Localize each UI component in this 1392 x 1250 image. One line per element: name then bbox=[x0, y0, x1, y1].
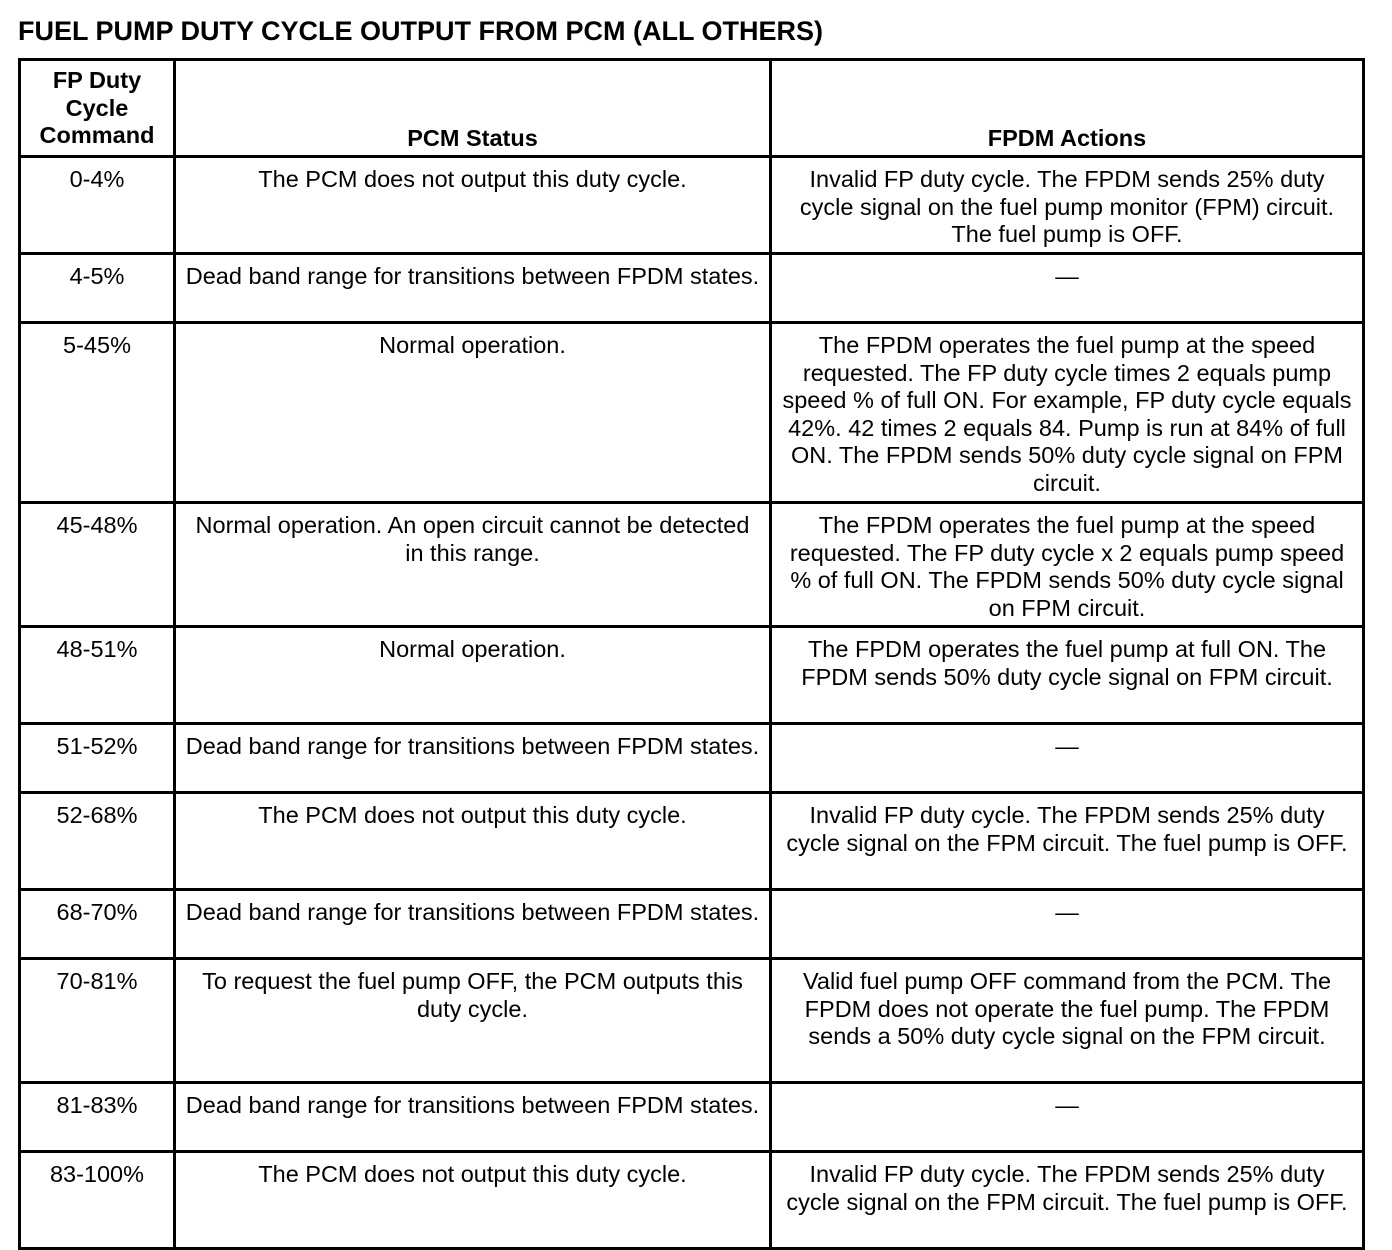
table-row bbox=[20, 793, 1364, 890]
cell-fpdm-actions: The FPDM operates the fuel pump at the speed requested. The FP duty cycle x 2 equals pump speed % of full ON. The FPDM sends 50% duty cycle signal on FPM circuit. bbox=[771, 503, 1364, 627]
cell-fpdm-actions: Invalid FP duty cycle. The FPDM sends 25% duty cycle signal on the FPM circuit. The fuel pump is OFF. bbox=[771, 793, 1364, 890]
table-row bbox=[20, 890, 1364, 959]
duty-cycle-table bbox=[18, 58, 1365, 1250]
cell-pcm-status: The PCM does not output this duty cycle. bbox=[175, 1152, 771, 1249]
cell-pcm-status: Normal operation. bbox=[175, 323, 771, 503]
header-fpdm-actions: FPDM Actions bbox=[771, 60, 1364, 157]
table-header-row bbox=[20, 60, 1364, 157]
header-fp-duty-cycle-command: FP Duty Cycle Command bbox=[20, 60, 175, 157]
cell-pcm-status: To request the fuel pump OFF, the PCM outputs this duty cycle. bbox=[175, 959, 771, 1083]
page-title: FUEL PUMP DUTY CYCLE OUTPUT FROM PCM (ALL OTHERS) bbox=[18, 16, 824, 46]
cell-fpdm-actions: The FPDM operates the fuel pump at the speed requested. The FP duty cycle times 2 equals pump speed % of full ON. For example, FP duty cycle equals 42%. 42 times 2 equals 84. Pump is run at 84% of full ON. The FPDM sends 50% duty cycle signal on FPM circuit. bbox=[771, 323, 1364, 503]
cell-command: 81-83% bbox=[20, 1083, 175, 1152]
table-row bbox=[20, 724, 1364, 793]
cell-pcm-status: Dead band range for transitions between FPDM states. bbox=[175, 1083, 771, 1152]
cell-command: 68-70% bbox=[20, 890, 175, 959]
table-row bbox=[20, 1083, 1364, 1152]
cell-pcm-status: Normal operation. An open circuit cannot be detected in this range. bbox=[175, 503, 771, 627]
cell-command: 0-4% bbox=[20, 157, 175, 254]
cell-command: 83-100% bbox=[20, 1152, 175, 1249]
cell-command: 70-81% bbox=[20, 959, 175, 1083]
table-row bbox=[20, 1152, 1364, 1249]
cell-fpdm-actions: Invalid FP duty cycle. The FPDM sends 25% duty cycle signal on the fuel pump monitor (FPM) circuit. The fuel pump is OFF. bbox=[771, 157, 1364, 254]
cell-fpdm-actions: — bbox=[771, 254, 1364, 323]
cell-command: 5-45% bbox=[20, 323, 175, 503]
cell-fpdm-actions: Valid fuel pump OFF command from the PCM. The FPDM does not operate the fuel pump. The FPDM sends a 50% duty cycle signal on the FPM circuit. bbox=[771, 959, 1364, 1083]
table-row bbox=[20, 503, 1364, 627]
cell-fpdm-actions: — bbox=[771, 1083, 1364, 1152]
header-pcm-status: PCM Status bbox=[175, 60, 771, 157]
cell-pcm-status: Dead band range for transitions between FPDM states. bbox=[175, 724, 771, 793]
table-row bbox=[20, 254, 1364, 323]
cell-pcm-status: Dead band range for transitions between FPDM states. bbox=[175, 254, 771, 323]
cell-command: 45-48% bbox=[20, 503, 175, 627]
table-row bbox=[20, 323, 1364, 503]
cell-command: 4-5% bbox=[20, 254, 175, 323]
cell-pcm-status: The PCM does not output this duty cycle. bbox=[175, 793, 771, 890]
cell-pcm-status: Normal operation. bbox=[175, 627, 771, 724]
cell-fpdm-actions: — bbox=[771, 724, 1364, 793]
cell-command: 52-68% bbox=[20, 793, 175, 890]
cell-fpdm-actions: — bbox=[771, 890, 1364, 959]
table-row bbox=[20, 157, 1364, 254]
cell-fpdm-actions: Invalid FP duty cycle. The FPDM sends 25% duty cycle signal on the FPM circuit. The fuel pump is OFF. bbox=[771, 1152, 1364, 1249]
table-row bbox=[20, 959, 1364, 1083]
cell-command: 48-51% bbox=[20, 627, 175, 724]
cell-pcm-status: Dead band range for transitions between FPDM states. bbox=[175, 890, 771, 959]
cell-fpdm-actions: The FPDM operates the fuel pump at full ON. The FPDM sends 50% duty cycle signal on FPM circuit. bbox=[771, 627, 1364, 724]
table-row bbox=[20, 627, 1364, 724]
cell-command: 51-52% bbox=[20, 724, 175, 793]
cell-pcm-status: The PCM does not output this duty cycle. bbox=[175, 157, 771, 254]
